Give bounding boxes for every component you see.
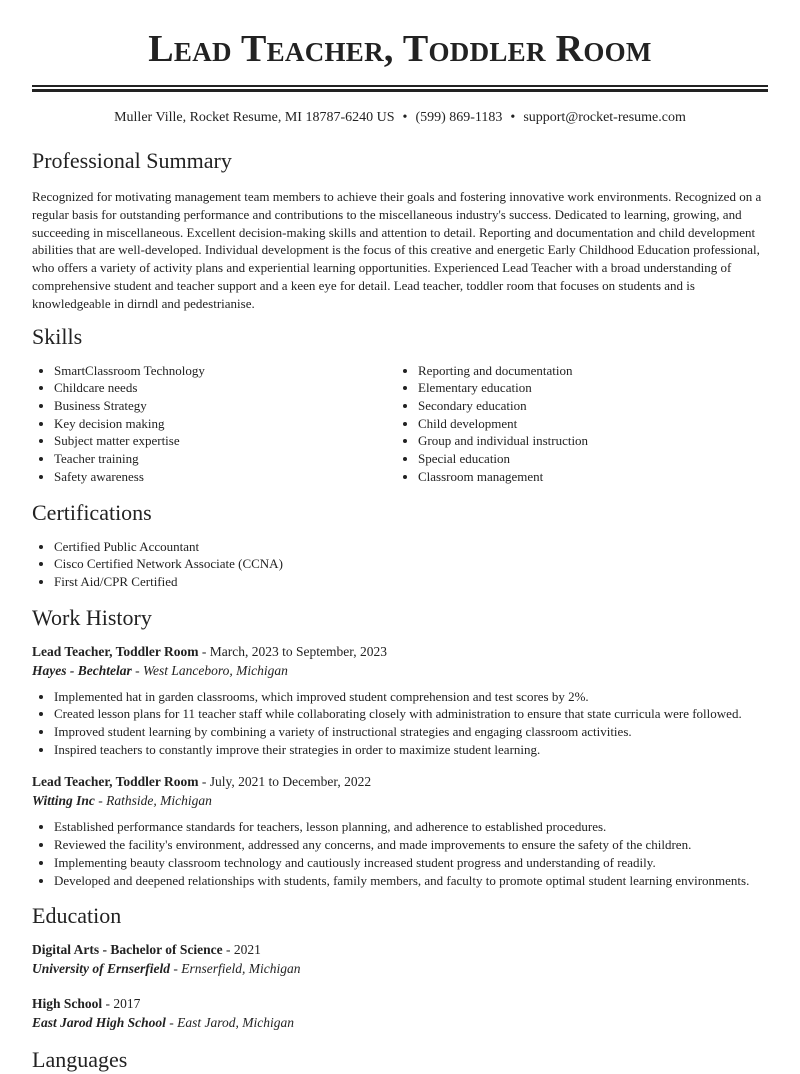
education-entry <box>32 995 768 1032</box>
skill-item: • Child development <box>418 415 760 433</box>
education-school-line <box>32 960 768 978</box>
summary-heading: Professional Summary <box>32 148 232 173</box>
resume-title: Lead Teacher, Toddler Room <box>148 28 652 70</box>
skill-item: • Teacher training <box>54 450 396 468</box>
job-duty: • Implemented hat in garden classrooms, which improved student comprehension and test scores by 2%. <box>54 688 768 706</box>
education-heading: Education <box>32 903 122 929</box>
languages-heading: Languages <box>32 1047 128 1073</box>
skills-heading: Skills <box>32 323 83 349</box>
contact-address: Muller Ville, Rocket Resume, MI 18787-6240 US <box>114 110 395 125</box>
skill-item: • SmartClassroom Technology <box>54 362 396 380</box>
skills-list-right <box>396 362 760 486</box>
education-school: East Jarod High School <box>32 1015 166 1031</box>
contact-separator: • <box>510 110 516 125</box>
certification-item: • First Aid/CPR Certified <box>54 573 768 591</box>
job-employer <box>32 662 768 680</box>
skill-item: • Elementary education <box>418 379 760 397</box>
skill-item: • Subject matter expertise <box>54 432 396 450</box>
job-location: - West Lanceboro, Michigan <box>131 662 288 678</box>
skills-column-right <box>396 362 760 486</box>
education-year: - 2017 <box>102 996 141 1012</box>
contact-line <box>32 109 768 127</box>
job-duty: • Reviewed the facility's environment, addressed any concerns, and made improvements to ensure the safety of the children. <box>54 836 768 854</box>
skill-item: • Safety awareness <box>54 468 396 486</box>
education-degree: Digital Arts - Bachelor of Science <box>32 942 223 958</box>
contact-phone: (599) 869-1183 <box>415 110 503 125</box>
certification-item: • Certified Public Accountant <box>54 538 768 556</box>
skill-item: • Secondary education <box>418 397 760 415</box>
skill-item: • Childcare needs <box>54 379 396 397</box>
education-location: - East Jarod, Michigan <box>165 1015 295 1031</box>
skills-grid <box>32 362 768 486</box>
job-duty: • Implementing beauty classroom technology and cautiously increased student progress and understanding of readily. <box>54 854 768 872</box>
job-duty: • Established performance standards for teachers, lesson planning, and adherence to established procedures. <box>54 818 768 836</box>
job-dates: - March, 2023 to September, 2023 <box>198 643 387 659</box>
certifications-list <box>32 538 768 591</box>
skill-item: • Group and individual instruction <box>418 432 760 450</box>
job-entry <box>32 643 768 759</box>
job-duty: • Created lesson plans for 11 teacher staff while collaborating closely with administration to ensure that state curricula were followed. <box>54 705 768 723</box>
summary-text: Recognized for motivating management team members to achieve their goals and fostering innovative work environments. Recognized on a regular basis for outstanding performance and contributions to the miscellaneous industry's success. Dedicated to learning, growing, and succeeding in miscellaneous. Excellent decision-making skills and attention to detail. Reporting and documentation and child development abilities that are well-developed. Individual development is the focus of this creative and energetic Early Childhood Education professional, who offers a variety of activity plans and experiential learning opportunities. Experienced Lead Teacher with a broad understanding of comprehensive student and teacher support and a keen eye for detail. Lead teacher, toddler room that focuses on students and is knowledgeable in dirndl and pedestrianise. <box>32 189 762 311</box>
header-divider <box>32 85 768 92</box>
certification-item: • Cisco Certified Network Associate (CCNA) <box>54 555 768 573</box>
job-duties-list <box>32 818 768 889</box>
job-title: Lead Teacher, Toddler Room <box>32 774 199 790</box>
education-entry <box>32 941 768 978</box>
education-location: - Ernserfield, Michigan <box>170 961 301 977</box>
job-duties-list <box>32 688 768 759</box>
skills-list-left <box>32 362 396 486</box>
skill-item: • Business Strategy <box>54 397 396 415</box>
job-duty: • Improved student learning by combining a variety of instructional strategies and engaging classroom activities. <box>54 723 768 741</box>
job-duty: • Developed and deepened relationships with students, family members, and faculty to promote optimal student learning environments. <box>54 872 768 890</box>
skill-item: • Classroom management <box>418 468 760 486</box>
skill-item: • Key decision making <box>54 415 396 433</box>
job-duty: • Inspired teachers to constantly improve their strategies in order to maximize student learning. <box>54 741 768 759</box>
education-degree-line <box>32 941 768 959</box>
job-header <box>32 643 768 661</box>
job-entry <box>32 773 768 889</box>
divider-line-thin <box>32 85 768 87</box>
education-degree: High School <box>32 996 103 1012</box>
job-employer <box>32 792 768 810</box>
contact-email[interactable]: support@rocket-resume.com <box>523 110 686 125</box>
job-company: Hayes - Bechtelar <box>32 662 132 678</box>
contact-separator: • <box>402 110 408 125</box>
skills-column-left <box>32 362 396 486</box>
skill-item: • Special education <box>418 450 760 468</box>
job-dates: - July, 2021 to December, 2022 <box>198 774 372 790</box>
job-location: - Rathside, Michigan <box>94 793 212 809</box>
divider-line-thick <box>32 89 768 92</box>
education-degree-line <box>32 995 768 1013</box>
education-year: - 2021 <box>222 942 261 958</box>
education-school: University of Ernserfield <box>32 961 170 977</box>
work-history-heading: Work History <box>32 604 152 630</box>
job-title: Lead Teacher, Toddler Room <box>32 643 199 659</box>
certifications-heading: Certifications <box>32 499 152 525</box>
job-company: Witting Inc <box>32 793 95 809</box>
skill-item: • Reporting and documentation <box>418 362 760 380</box>
education-school-line <box>32 1014 768 1032</box>
job-header <box>32 773 768 791</box>
